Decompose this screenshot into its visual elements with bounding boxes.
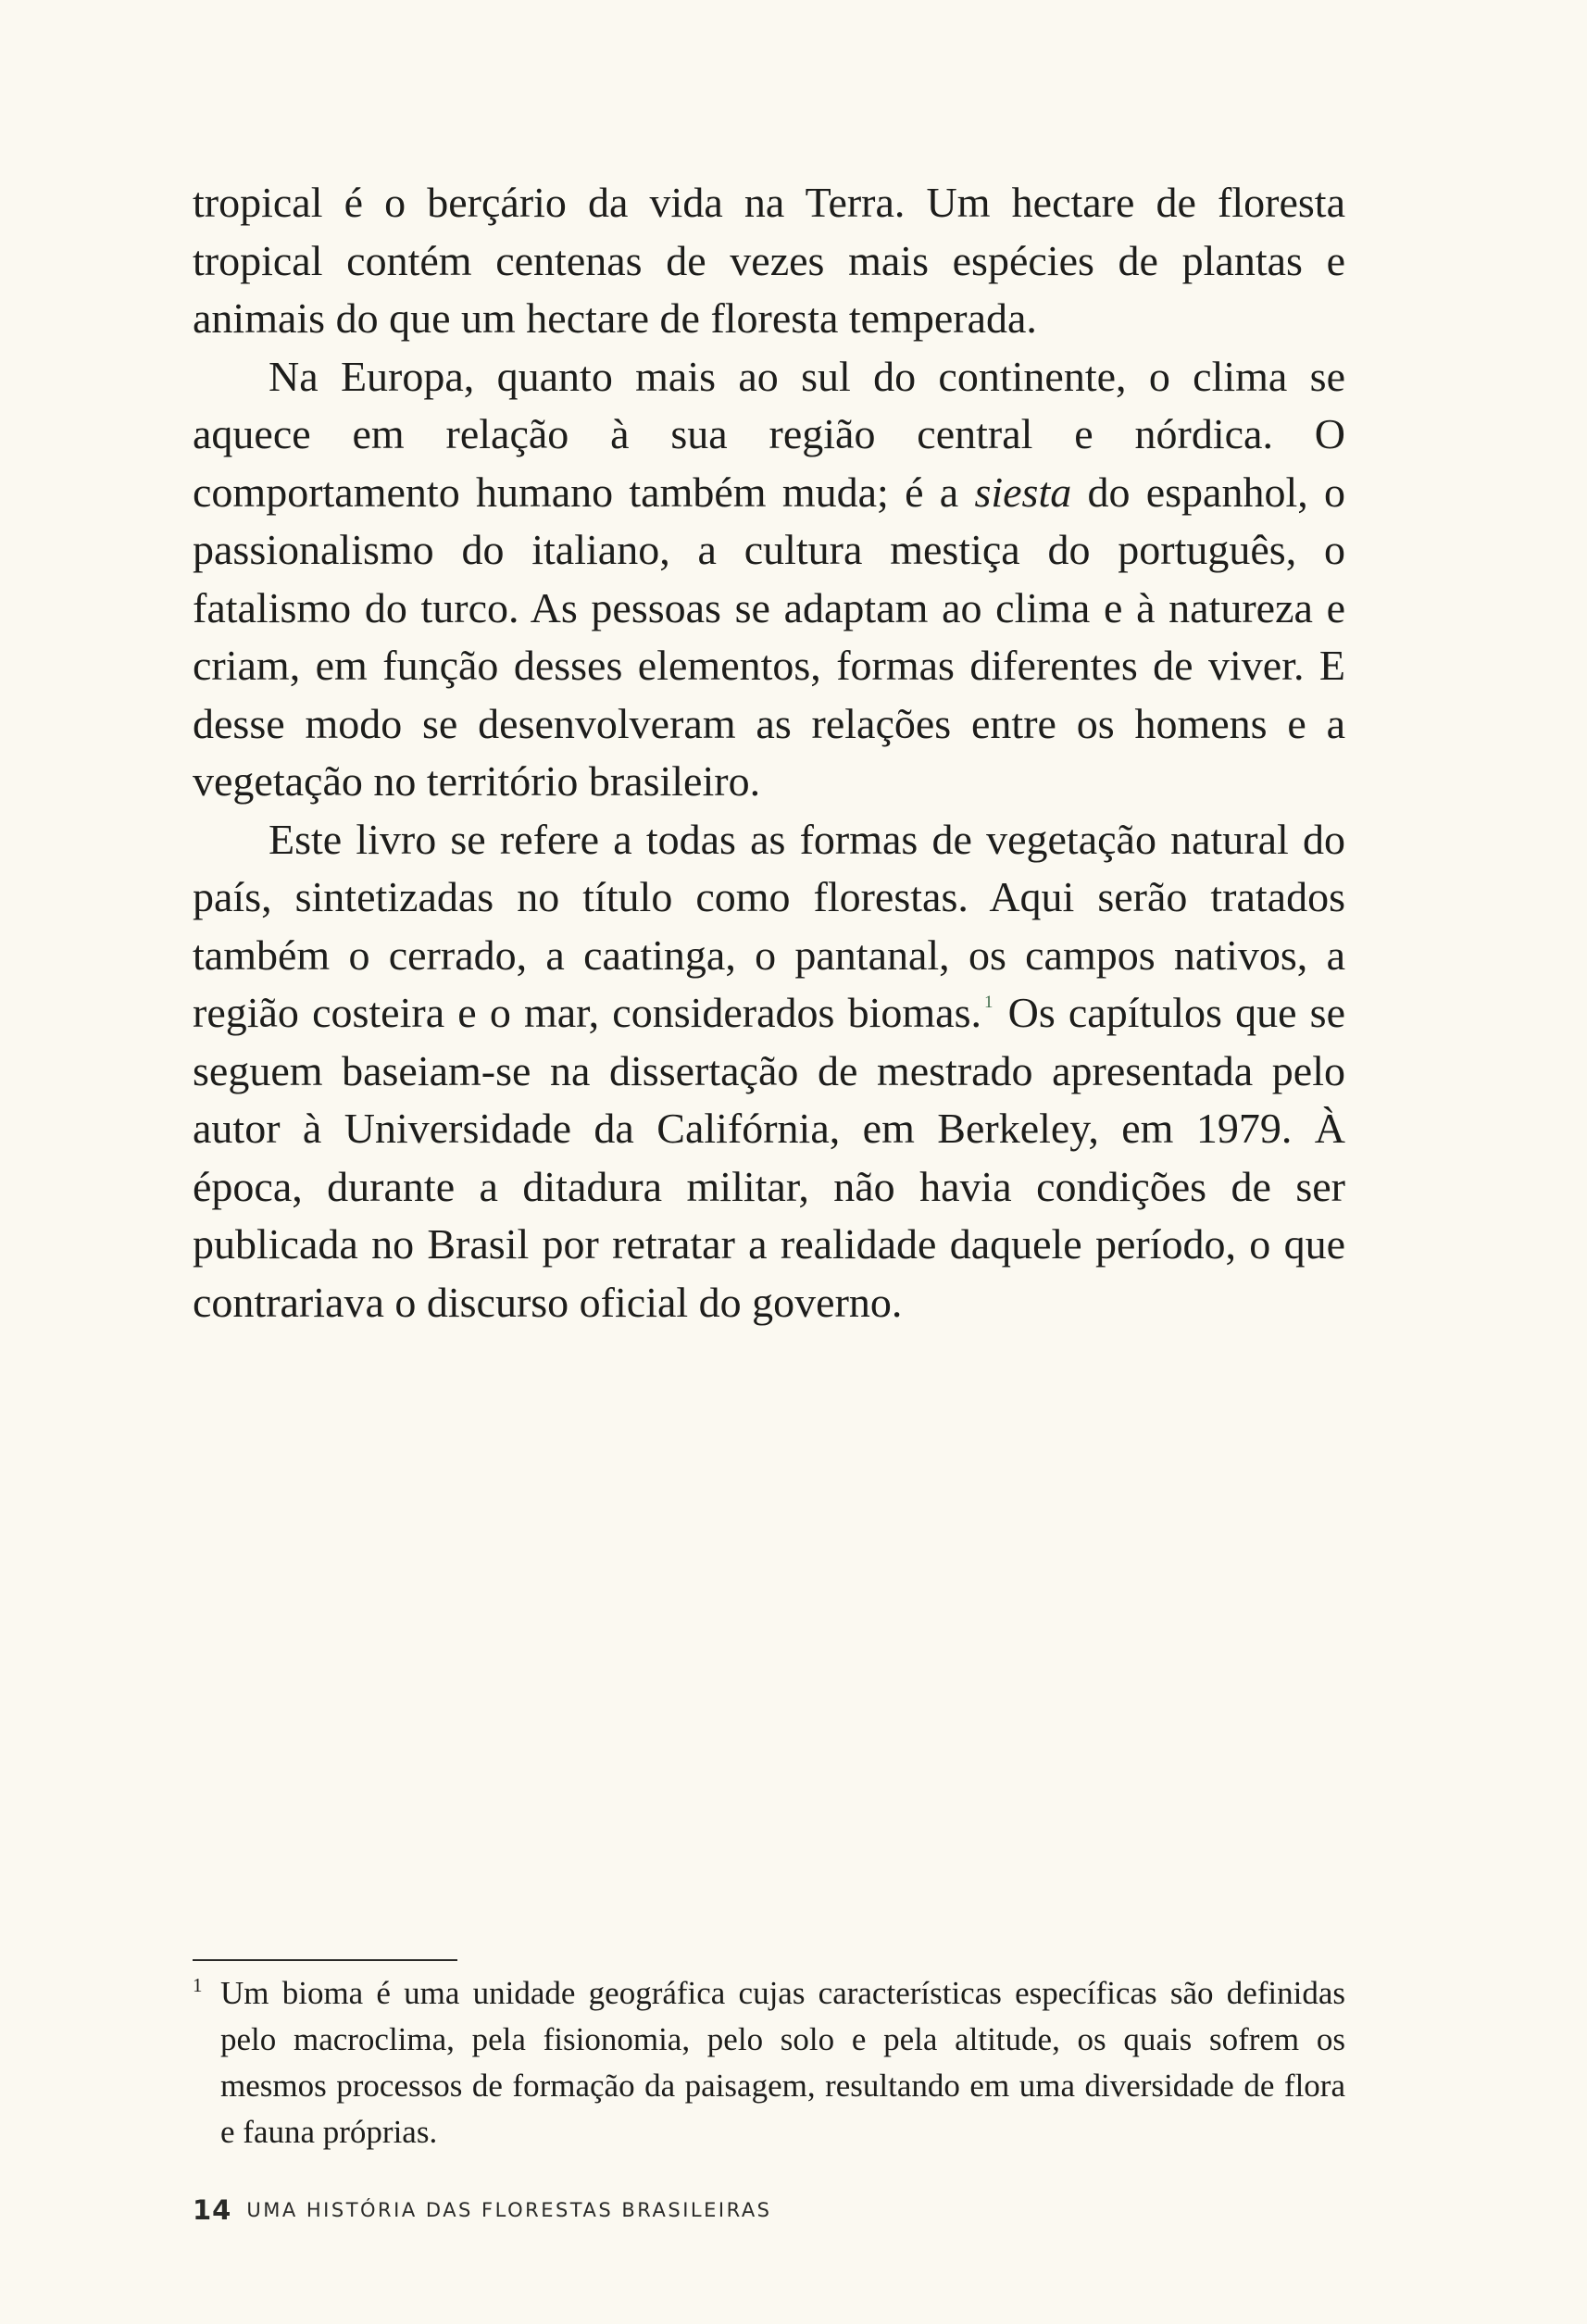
- italic-term-siesta: siesta: [974, 468, 1072, 516]
- main-text: [193, 174, 1345, 1331]
- paragraph-2-text-end: do espanhol, o passionalismo do italiano, a cultura mestiça do português, o fatalismo do turco. As pessoas se adaptam ao clima e à natureza e criam, em função desses elementos, formas diferentes de viver. E desse modo se desenvolveram as relações entre os homens e a vegetação no território brasileiro.: [193, 468, 1346, 805]
- paragraph-3: [193, 811, 1345, 1332]
- footnote-reference[interactable]: 1: [983, 993, 993, 1012]
- paragraph-2-text-start: Na Europa, quanto mais ao sul do continente, o clima se aquece em relação à sua região central e nórdica. O comportamento humano também muda; é a: [193, 352, 1345, 516]
- paragraph-3-text-start: Este livro se refere a todas as formas de vegetação natural do país, sintetizadas no título como florestas. Aqui serão tratados também o cerrado, a caatinga, o pantanal, os campos nativos, a região costeira e o mar, considerados biomas.: [193, 815, 1345, 1036]
- footnote-divider: [193, 1959, 457, 1961]
- paragraph-3-text-end: Os capítulos que se seguem baseiam-se na dissertação de mestrado apresentada pelo autor à Universidade da Califórnia, em Berkeley, em 1979. À época, durante a ditadura militar, não havia condições de ser publicada no Brasil por retratar a realidade daquele período, o que contrariava o discurso oficial do governo.: [193, 989, 1345, 1326]
- paragraph-1: tropical é o berçário da vida na Terra. Um hectare de floresta tropical contém centenas de vezes mais espécies de plantas e animais do que um hectare de floresta temperada.: [193, 179, 1345, 342]
- footnote-text: Um bioma é uma unidade geográfica cujas características específicas são definidas pelo macroclima, pela fisionomia, pelo solo e pela altitude, os quais sofrem os mesmos processos de formação da paisagem, resultando em uma diversidade de flora e fauna próprias.: [220, 1975, 1345, 2150]
- book-title: UMA HISTÓRIA DAS FLORESTAS BRASILEIRAS: [246, 2199, 772, 2221]
- footnote-marker: 1: [193, 1974, 203, 1996]
- paragraph-2: [193, 348, 1345, 811]
- footnote: [193, 1970, 1345, 2155]
- page-number: 14: [193, 2194, 232, 2226]
- running-footer: [193, 2194, 772, 2231]
